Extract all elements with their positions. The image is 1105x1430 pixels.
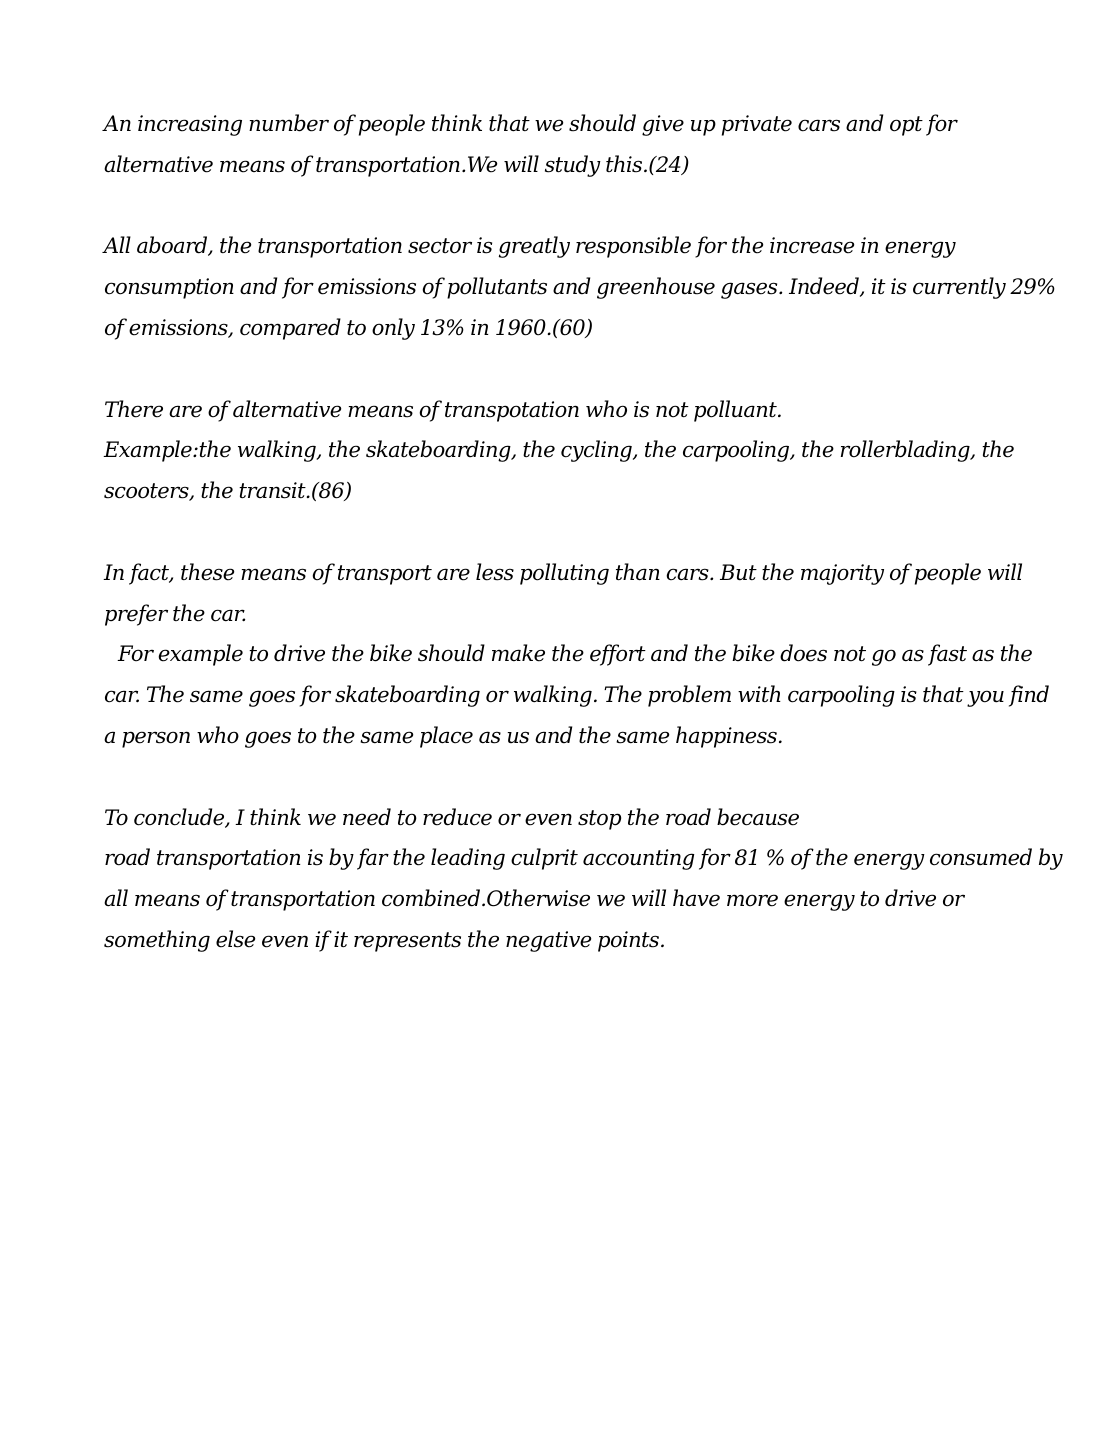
text-line: In fact, these means of transport are less polluting than cars. But the majority of people will [104,560,1023,585]
text-line: All aboard, the transportation sector is greatly responsible for the increase in energy [104,234,955,259]
essay-body [104,104,1062,961]
paragraph-conclusion [104,798,1062,961]
text-line: of emissions, compared to only 13% in 1960.(60) [104,315,593,340]
text-line: consumption and for emissions of pollutants and greenhouse gases. Indeed, it is currently 29% [104,275,1056,300]
paragraph-comparison [104,553,1050,757]
paragraph-gap [104,512,1024,553]
paragraph-gap [104,757,1024,798]
text-line: road transportation is by far the leading culprit accounting for 81 % of the energy consumed by [104,846,1062,871]
text-line: a person who goes to the same place as us and the same happiness. [104,723,784,748]
text-line: For example to drive the bike should make the effort and the bike does not go as fast as the [118,642,1033,667]
paragraph-gap [104,186,1024,227]
paragraph-emissions [104,226,1056,348]
text-line: There are of alternative means of transpotation who is not polluant. [104,397,783,422]
paragraph-alternatives [104,390,1024,512]
text-line: alternative means of transportation.We will study this.(24) [104,152,689,177]
text-line: To conclude, I think we need to reduce or even stop the road because [104,805,800,830]
text-line: Example:the walking, the skateboarding, the cycling, the carpooling, the rollerblading, the [104,438,1015,463]
text-line: prefer the car. [104,601,247,626]
text-line: An increasing number of people think that we should give up private cars and opt for [104,112,957,136]
text-line: scooters, the transit.(86) [104,479,352,504]
text-line: something else even if it represents the negative points. [104,927,666,952]
text-line: all means of transportation combined.Otherwise we will have more energy to drive or [104,887,964,912]
paragraph-gap [104,349,1024,390]
paragraph-introduction [104,104,1024,186]
text-line: car. The same goes for skateboarding or walking. The problem with carpooling is that you find [104,683,1050,708]
